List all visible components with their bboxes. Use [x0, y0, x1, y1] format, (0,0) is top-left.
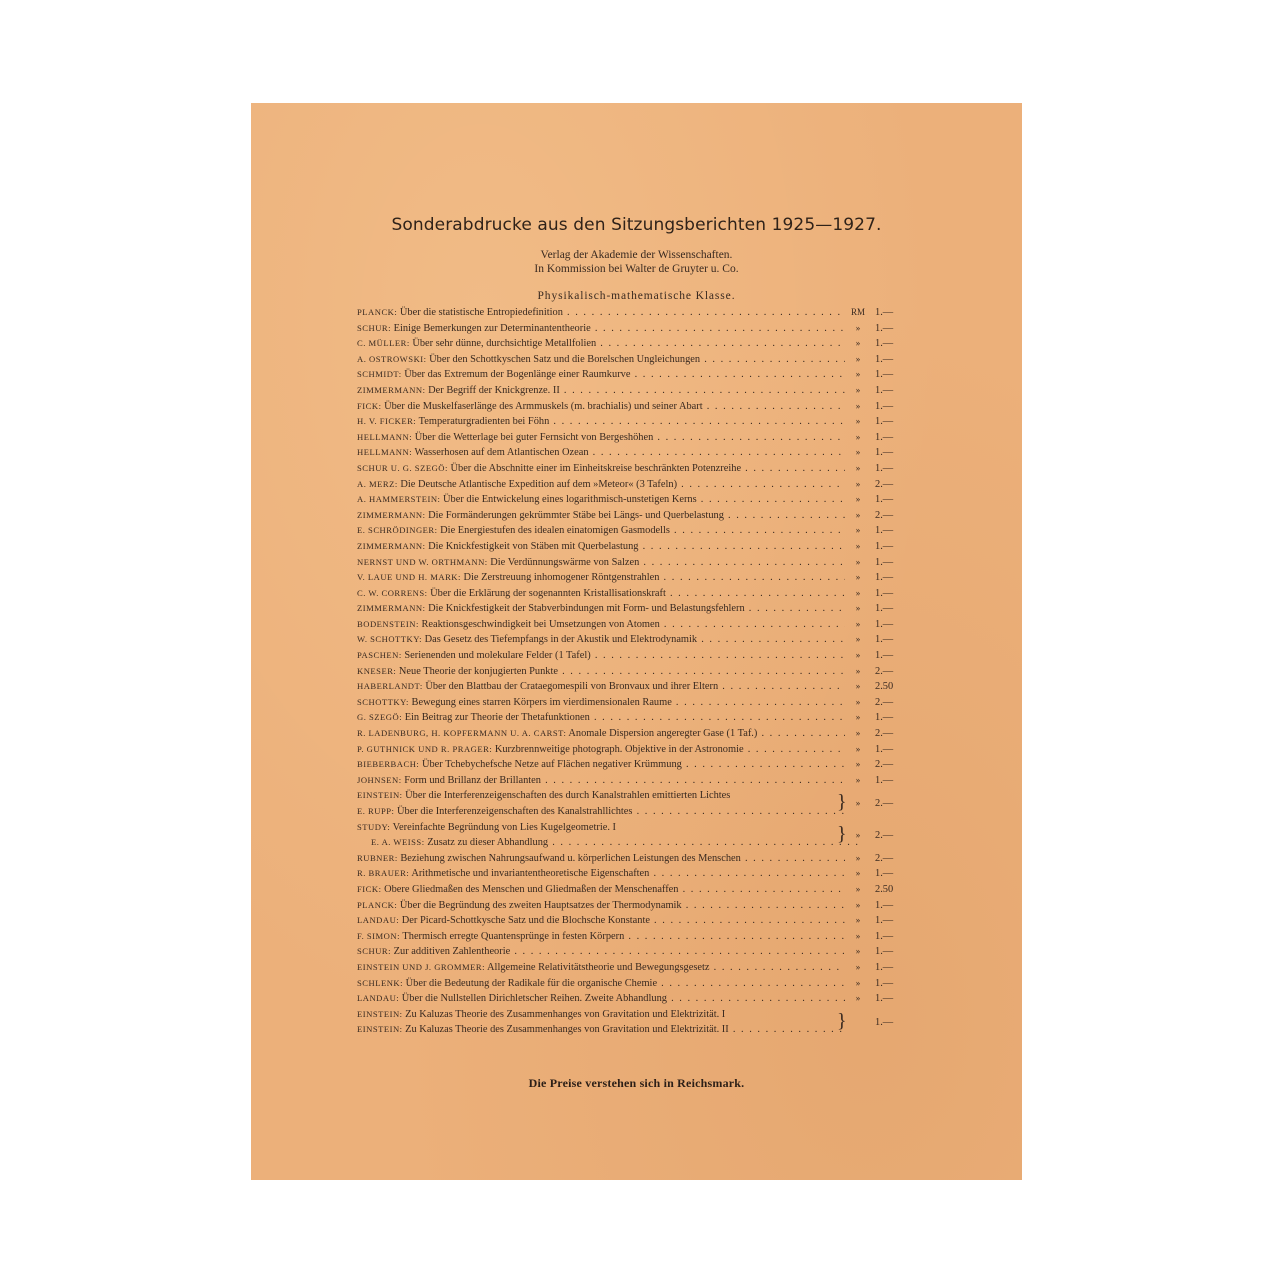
entry-title: Anomale Dispersion angeregter Gase (1 Taf.) [568, 728, 758, 740]
entry-title: Über die Wetterlage bei guter Fernsicht von Bergeshöhen [414, 431, 654, 443]
entry-price: 2.50 [875, 681, 894, 693]
entry-text [357, 882, 845, 898]
list-item [357, 601, 917, 617]
entry-title: Über die Begründung des zweiten Hauptsatzes der Thermodynamik [399, 899, 682, 911]
entry-author: P. GUTHNICK UND R. PRAGER: [357, 743, 493, 754]
entry-price: 1.— [875, 618, 894, 630]
entry-currency: » [855, 798, 861, 809]
entry-price: 2.— [875, 509, 894, 521]
entry-author: BODENSTEIN: [357, 618, 419, 629]
list-item [357, 695, 917, 711]
entry-title: Zusatz zu dieser Abhandlung [427, 837, 549, 849]
list-item [357, 632, 917, 648]
entry-price: 1.— [875, 322, 894, 334]
entry-text [357, 477, 845, 493]
entry-text [357, 913, 845, 929]
entry-author: ZIMMERMANN: [357, 540, 426, 551]
entry-currency: » [855, 322, 861, 333]
entry-text [357, 352, 845, 368]
entry-price: 1.— [875, 977, 894, 989]
entry-title: Reaktionsgeschwindigkeit bei Umsetzungen von Atomen [421, 618, 660, 630]
entry-author: LANDAU: [357, 993, 400, 1004]
entry-title: Über die Erklärung der sogenannten Kristallisationskraft [430, 587, 666, 599]
list-item [357, 710, 917, 726]
entry-author: PLANCK: [357, 899, 398, 910]
entry-title: Über die Interferenzeigenschaften des durch Kanalstrahlen emittierten Lichtes [405, 790, 731, 802]
entry-price: 1.— [875, 416, 894, 428]
entry-author: SCHLENK: [357, 977, 404, 988]
entry-price: 1.— [875, 494, 894, 506]
entry-author: STUDY: [357, 821, 391, 832]
list-item [357, 555, 917, 571]
entry-text [357, 851, 845, 867]
entry-currency: » [855, 930, 861, 941]
list-item [357, 882, 917, 898]
entry-author: FICK: [357, 883, 382, 894]
entry-currency: » [855, 509, 861, 520]
entry-title: Vereinfachte Begründung von Lies Kugelgeometrie. I [392, 821, 616, 833]
entry-title: Über die Interferenzeigenschaften des Kanalstrahllichtes [397, 806, 633, 817]
entry-text [357, 414, 845, 430]
entry-text [357, 773, 845, 789]
entry-price: 1.— [875, 431, 894, 443]
entry-currency: » [855, 369, 861, 380]
entry-title: Das Gesetz des Tiefempfangs in der Akustik und Elektrodynamik [424, 634, 698, 646]
entry-currency: » [855, 728, 861, 739]
entry-text [357, 898, 845, 914]
entry-author: V. LAUE UND H. MARK: [357, 572, 461, 583]
entry-currency: » [855, 525, 861, 536]
entry-author: HELLMANN: [357, 431, 413, 442]
entry-text [357, 742, 845, 758]
entry-author: BIEBERBACH: [357, 759, 420, 770]
entry-currency: » [855, 681, 861, 692]
list-item [357, 960, 917, 976]
entry-author: A. OSTROWSKI: [357, 353, 427, 364]
entry-text [357, 570, 845, 586]
entry-currency: » [855, 384, 861, 395]
entry-price: 2.— [875, 696, 894, 708]
list-item [357, 757, 917, 773]
entry-text [357, 523, 845, 539]
entry-author: ZIMMERMANN: [357, 384, 426, 395]
entry-currency: » [855, 416, 861, 427]
entry-text [357, 944, 845, 960]
entry-author: SCHMIDT: [357, 369, 402, 380]
entry-title: Der Begriff der Knickgrenze. II [428, 384, 560, 396]
entry-currency: » [855, 883, 861, 894]
entry-currency: » [855, 868, 861, 879]
entry-title: Form und Brillanz der Brillanten [404, 774, 541, 786]
entry-text [357, 321, 845, 337]
entry-author: E. SCHRÖDINGER: [357, 525, 438, 536]
entry-author: KNESER: [357, 665, 397, 676]
entry-title: Serienenden und molekulare Felder (1 Tafel) [404, 650, 591, 662]
entry-text [357, 960, 845, 976]
entry-price: 2.— [875, 829, 894, 841]
entry-currency: » [855, 634, 861, 645]
entry-currency: » [855, 462, 861, 473]
list-item [357, 679, 917, 695]
entry-title: Über die Nullstellen Dirichletscher Reihen. Zweite Abhandlung [401, 993, 667, 1005]
entry-author: ZIMMERMANN: [357, 509, 426, 520]
entry-price: 1.— [875, 603, 894, 615]
entry-price: 1.— [875, 307, 894, 318]
list-item [357, 851, 917, 867]
entry-price: 1.— [875, 930, 894, 942]
entry-currency: » [855, 572, 861, 583]
entry-price: 2.50 [875, 883, 894, 895]
entry-author: SCHOTTKY: [357, 696, 409, 707]
entry-price: 1.— [875, 540, 894, 552]
entry-author: HELLMANN: [357, 447, 413, 458]
entry-text [357, 929, 845, 945]
entry-price: 2.— [875, 759, 894, 771]
entry-text [357, 461, 845, 477]
entry-currency: » [855, 431, 861, 442]
list-item [357, 414, 917, 430]
entry-currency: » [855, 603, 861, 614]
entry-price: 1.— [875, 946, 894, 958]
entry-currency: » [855, 494, 861, 505]
entry-title: Neue Theorie der konjugierten Punkte [398, 665, 559, 677]
list-item [357, 1022, 917, 1038]
entry-currency: » [855, 961, 861, 972]
entry-text [357, 1007, 845, 1023]
entry-author: SCHUR U. G. SZEGÖ: [357, 462, 448, 473]
entry-author: ZIMMERMANN: [357, 603, 426, 614]
entry-currency: » [855, 899, 861, 910]
entry-title: Über den Blattbau der Crataegomespili von Bronvaux und ihrer Eltern [425, 681, 719, 693]
entry-text [357, 586, 845, 602]
entry-title: Die Zerstreuung inhomogener Röntgenstrahlen [463, 572, 660, 584]
entry-text [357, 757, 845, 773]
list-item [357, 492, 917, 508]
entry-text [357, 820, 845, 836]
entry-author: EINSTEIN: [357, 1008, 403, 1019]
entry-author: E. A. WEISS: [371, 837, 425, 848]
entry-title: Der Picard-Schottkysche Satz und die Blochsche Konstante [401, 915, 650, 927]
entry-price: 1.— [875, 712, 894, 724]
entry-price: 1.— [875, 556, 894, 568]
entry-currency: » [855, 774, 861, 785]
entry-title: Zu Kaluzas Theorie des Zusammenhanges von Gravitation und Elektrizität. I [405, 1008, 726, 1020]
entry-text [357, 804, 845, 820]
entry-title: Über die Bedeutung der Radikale für die organische Chemie [405, 977, 658, 989]
entry-text [357, 383, 845, 399]
entry-price: 1.— [875, 369, 894, 381]
list-item [357, 991, 917, 1007]
entry-currency: RM [850, 307, 865, 317]
list-item [357, 321, 917, 337]
entry-author: C. W. CORRENS: [357, 587, 428, 598]
entry-author: RUBNER: [357, 852, 398, 863]
entry-text [357, 336, 845, 352]
entry-currency: » [855, 618, 861, 629]
entry-author: F. SIMON: [357, 930, 400, 941]
entry-title: Bewegung eines starren Körpers im vierdimensionalen Raume [411, 696, 672, 708]
entry-title: Über die statistische Entropiedefinition [399, 307, 563, 318]
list-item [357, 898, 917, 914]
entry-text [357, 976, 845, 992]
entry-price: 1.— [875, 384, 894, 396]
entry-title: Beziehung zwischen Nahrungsaufwand u. körperlichen Leistungen des Menschen [400, 852, 741, 864]
entry-text [357, 430, 845, 446]
entry-title: Die Knickfestigkeit der Stabverbindungen mit Form- und Belastungsfehlern [428, 603, 745, 615]
entry-text [357, 664, 845, 680]
entry-title: Über Tchebychefsche Netze auf Flächen negativer Krümmung [421, 759, 682, 771]
entry-author: A. MERZ: [357, 478, 398, 489]
entry-title: Die Energiestufen des idealen einatomigen Gasmodells [440, 525, 670, 537]
entry-text [357, 679, 845, 695]
entry-title: Über die Abschnitte einer im Einheitskreise beschränkten Potenzreihe [450, 462, 742, 474]
entry-price: 2.— [875, 728, 894, 740]
entry-author: W. SCHOTTKY: [357, 634, 423, 645]
group-brace: } [837, 822, 847, 845]
entry-title: Zu Kaluzas Theorie des Zusammenhanges von Gravitation und Elektrizität. II [405, 1024, 729, 1036]
list-item [357, 804, 917, 820]
entry-author: EINSTEIN: [357, 790, 403, 801]
entry-currency: » [855, 556, 861, 567]
entry-text [357, 555, 845, 571]
entry-text [357, 695, 845, 711]
entry-title: Kurzbrennweitige photograph. Objektive in der Astronomie [494, 743, 744, 755]
entry-price: 1.— [875, 462, 894, 474]
commission-line: In Kommission bei Walter de Gruyter u. Co. [534, 263, 739, 275]
entry-text [357, 617, 845, 633]
entry-text [357, 710, 845, 726]
entry-text [357, 632, 845, 648]
entry-currency: » [855, 829, 861, 840]
entry-currency: » [855, 977, 861, 988]
entry-price: 1.— [875, 650, 894, 662]
entry-text [357, 367, 845, 383]
entry-currency: » [855, 696, 861, 707]
list-item [357, 835, 917, 851]
entry-price: 1.— [875, 338, 894, 350]
entry-currency: » [855, 993, 861, 1004]
entry-text [357, 445, 845, 461]
entry-title: Einige Bemerkungen zur Determinantentheorie [393, 322, 591, 334]
entry-text [357, 726, 845, 742]
entry-price: 2.— [875, 852, 894, 864]
list-item [357, 913, 917, 929]
entry-text [357, 539, 845, 555]
entry-price: 1.— [875, 447, 894, 459]
entry-author: A. HAMMERSTEIN: [357, 494, 441, 505]
list-item [357, 477, 917, 493]
entry-currency: » [855, 400, 861, 411]
entry-price: 2.— [875, 665, 894, 677]
entry-currency: » [855, 743, 861, 754]
list-item [357, 430, 917, 446]
entry-price: 2.— [875, 478, 894, 490]
entry-currency: » [855, 587, 861, 598]
entry-title: Thermisch erregte Quantensprünge in festen Körpern [402, 930, 625, 942]
entry-author: LANDAU: [357, 915, 400, 926]
list-item [357, 336, 917, 352]
list-item [357, 976, 917, 992]
entry-title: Die Verdünnungswärme von Salzen [490, 556, 640, 568]
entry-currency: » [855, 353, 861, 364]
list-item [357, 367, 917, 383]
entry-text [357, 991, 845, 1007]
list-item [357, 539, 917, 555]
entry-title: Obere Gliedmaßen des Menschen und Gliedmaßen der Menschenaffen [384, 883, 679, 895]
group-brace: } [837, 791, 847, 814]
document-title: Sonderabdrucke aus den Sitzungsberichten 1925—1927. [391, 215, 882, 235]
list-item [357, 617, 917, 633]
list-item [357, 383, 917, 399]
list-item [357, 929, 917, 945]
entry-price: 1.— [875, 587, 894, 599]
entry-price: 1.— [875, 868, 894, 880]
entry-text [357, 492, 845, 508]
group-brace: } [837, 1009, 847, 1032]
list-item [357, 742, 917, 758]
entry-text [357, 648, 845, 664]
entry-currency: » [855, 915, 861, 926]
list-item [357, 586, 917, 602]
entry-price: 1.— [875, 634, 894, 646]
entry-price: 1.— [875, 743, 894, 755]
entry-author: C. MÜLLER: [357, 338, 410, 349]
list-item [357, 944, 917, 960]
entry-price: 1.— [875, 961, 894, 973]
entry-currency: » [855, 338, 861, 349]
entry-price: 1.— [875, 525, 894, 537]
entry-author: H. V. FICKER: [357, 416, 417, 427]
entry-title: Temperaturgradienten bei Föhn [418, 416, 550, 428]
list-item [357, 523, 917, 539]
entry-currency: » [855, 712, 861, 723]
entry-text [357, 788, 845, 804]
entry-text [357, 835, 859, 851]
entry-price: 1.— [875, 993, 894, 1005]
entry-price: 1.— [875, 400, 894, 412]
entry-currency: » [855, 852, 861, 863]
entry-author: EINSTEIN UND J. GROMMER: [357, 961, 486, 972]
entry-price: 1.— [875, 572, 894, 584]
entry-author: R. BRAUER: [357, 868, 410, 879]
entry-author: NERNST UND W. ORTHMANN: [357, 556, 488, 567]
section-heading: Physikalisch-mathematische Klasse. [537, 290, 736, 302]
list-item [357, 305, 917, 321]
entry-author: PLANCK: [357, 307, 398, 317]
publisher-line: Verlag der Akademie der Wissenschaften. [540, 249, 733, 261]
entry-title: Über die Entwickelung eines logarithmisch-unstetigen Kerns [443, 494, 697, 506]
entry-author: G. SZEGÖ: [357, 712, 403, 723]
entry-title: Die Formänderungen gekrümmter Stäbe bei Längs- und Querbelastung [428, 509, 724, 521]
entry-text [357, 1022, 845, 1038]
entry-currency: » [855, 478, 861, 489]
entry-text [357, 508, 845, 524]
entry-author: JOHNSEN: [357, 774, 402, 785]
list-item [357, 445, 917, 461]
entry-title: Die Deutsche Atlantische Expedition auf dem »Meteor« (3 Tafeln) [400, 478, 678, 490]
entry-text [357, 305, 845, 321]
list-item [357, 866, 917, 882]
document-page [251, 103, 1022, 1180]
entry-author: EINSTEIN: [357, 1024, 403, 1035]
entry-author: SCHUR: [357, 946, 392, 957]
footer-note: Die Preise verstehen sich in Reichsmark. [528, 1076, 745, 1090]
entry-currency: » [855, 650, 861, 661]
entry-author: HABERLANDT: [357, 681, 423, 692]
entry-price: 2.— [875, 798, 894, 810]
entry-text [357, 399, 845, 415]
entry-title: Über die Muskelfaserlänge des Armmuskels (m. brachialis) und seiner Abart [384, 400, 703, 412]
entry-title: Zur additiven Zahlentheorie [393, 946, 511, 958]
entry-text [357, 866, 845, 882]
publication-list [357, 305, 917, 1038]
list-item [357, 508, 917, 524]
entry-title: Über das Extremum der Bogenlänge einer Raumkurve [404, 369, 631, 381]
list-item [357, 399, 917, 415]
entry-author: FICK: [357, 400, 382, 411]
list-item [357, 726, 917, 742]
entry-currency: » [855, 946, 861, 957]
entry-text [357, 601, 845, 617]
entry-author: PASCHEN: [357, 650, 402, 661]
entry-price: 1.— [875, 915, 894, 927]
list-item [357, 461, 917, 477]
list-item [357, 773, 917, 789]
entry-price: 1.— [875, 353, 894, 365]
list-item [357, 664, 917, 680]
entry-currency: » [855, 759, 861, 770]
entry-author: SCHUR: [357, 322, 392, 333]
entry-title: Über sehr dünne, durchsichtige Metallfolien [412, 338, 597, 350]
entry-title: Allgemeine Relativitätstheorie und Bewegungsgesetz [487, 961, 710, 973]
entry-title: Die Knickfestigkeit von Stäben mit Querbelastung [428, 540, 639, 552]
list-item [357, 352, 917, 368]
entry-author: E. RUPP: [357, 806, 395, 816]
entry-title: Arithmetische und invariantentheoretische Eigenschaften [411, 868, 650, 880]
entry-price: 1.— [875, 899, 894, 911]
entry-price: 1.— [875, 1016, 894, 1028]
entry-author: R. LADENBURG, H. KOPFERMANN U. A. CARST: [357, 728, 567, 739]
entry-price: 1.— [875, 774, 894, 786]
entry-title: Über den Schottkyschen Satz und die Borelschen Ungleichungen [429, 353, 701, 365]
entry-currency: » [855, 665, 861, 676]
entry-currency: » [855, 447, 861, 458]
entry-title: Wasserhosen auf dem Atlantischen Ozean [414, 447, 589, 459]
list-item [357, 648, 917, 664]
entry-title: Ein Beitrag zur Theorie der Thetafunktionen [404, 712, 590, 724]
list-item [357, 570, 917, 586]
entry-currency: » [855, 540, 861, 551]
